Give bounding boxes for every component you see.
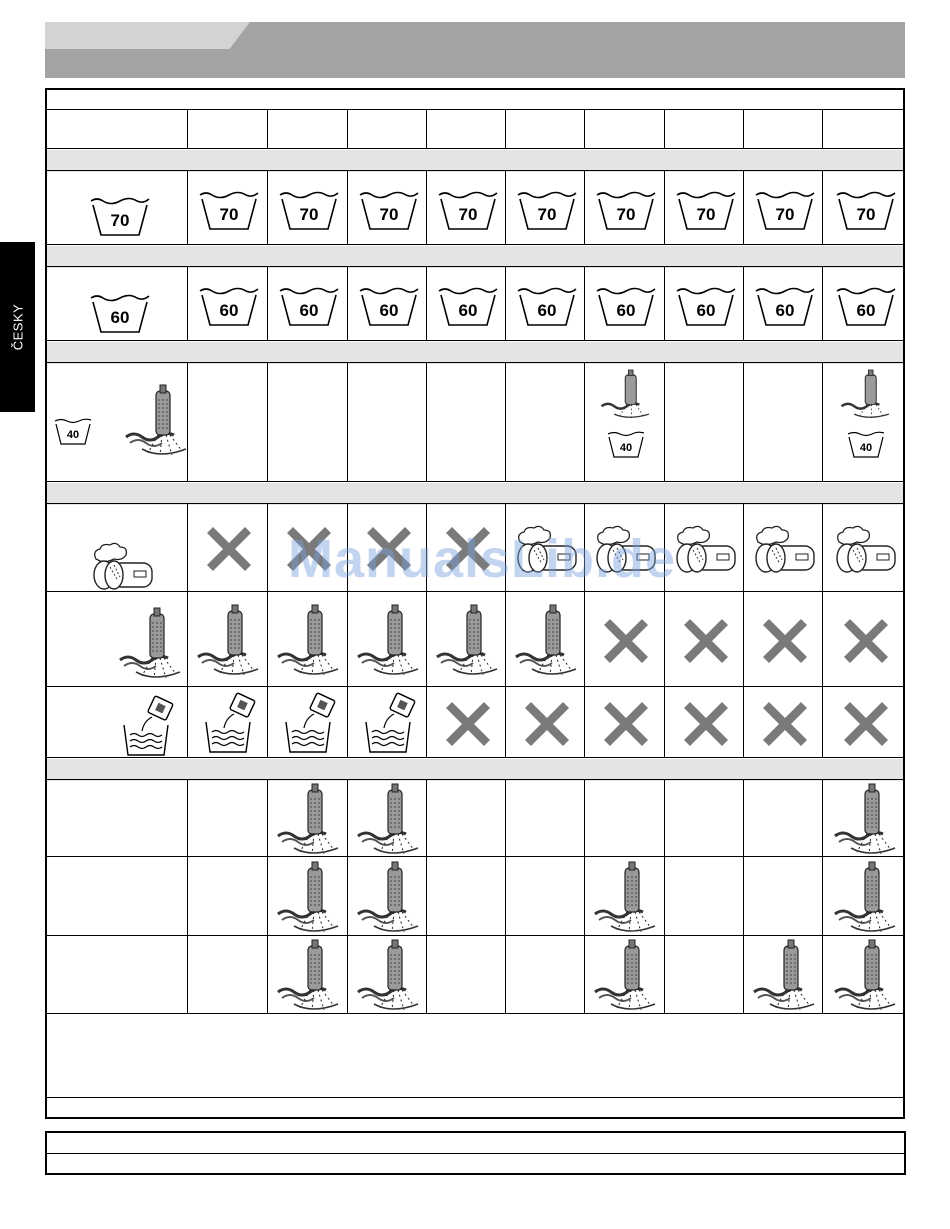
not-allowed-cross-icon bbox=[759, 698, 811, 750]
table-cell bbox=[824, 268, 907, 342]
iron-spray-icon bbox=[276, 938, 342, 1014]
table-cell bbox=[189, 505, 269, 593]
table-cell bbox=[189, 268, 269, 342]
svg-text:70: 70 bbox=[616, 205, 636, 224]
table-cell bbox=[269, 781, 349, 858]
not-allowed-cross-icon bbox=[680, 698, 732, 750]
iron-spray-icon bbox=[118, 606, 184, 682]
svg-text:60: 60 bbox=[299, 301, 319, 320]
table-cell bbox=[666, 172, 745, 246]
iron-spray-icon bbox=[196, 603, 262, 679]
iron-spray-icon bbox=[599, 370, 653, 422]
care-symbol-table bbox=[45, 88, 905, 1119]
table-cell bbox=[269, 937, 349, 1015]
iron-spray-icon bbox=[356, 603, 422, 679]
iron-spray-icon bbox=[752, 938, 818, 1014]
table-cell bbox=[349, 858, 428, 937]
not-allowed-cross-icon bbox=[840, 615, 892, 667]
svg-text:70: 70 bbox=[696, 205, 715, 224]
row-label-cell bbox=[122, 565, 123, 566]
row-label-cell bbox=[146, 726, 147, 727]
table-cell bbox=[269, 858, 349, 937]
table-cell bbox=[586, 268, 666, 342]
washtub-40-icon bbox=[53, 416, 93, 446]
iron-spray-icon bbox=[356, 860, 422, 936]
not-allowed-cross-icon bbox=[680, 615, 732, 667]
tumble-dryer-icon bbox=[673, 524, 739, 574]
svg-text:60: 60 bbox=[110, 307, 129, 327]
table-cell bbox=[586, 364, 666, 483]
washtub-70-icon bbox=[196, 187, 262, 231]
washtub-40-icon bbox=[846, 429, 886, 459]
iron-spray-icon bbox=[833, 782, 899, 858]
table-cell bbox=[745, 172, 824, 246]
not-allowed-cross-icon bbox=[600, 615, 652, 667]
table-cell bbox=[586, 688, 666, 759]
language-side-tab[interactable] bbox=[0, 242, 35, 412]
washtub-60-icon bbox=[196, 283, 262, 327]
tumble-dryer-icon bbox=[90, 541, 156, 591]
table-cell bbox=[189, 593, 269, 688]
iron-spray-icon bbox=[839, 370, 893, 422]
washtub-60-icon bbox=[752, 283, 818, 327]
table-cell bbox=[349, 937, 428, 1015]
tumble-dryer-icon bbox=[833, 524, 899, 574]
table-cell bbox=[824, 688, 907, 759]
row-label-cell bbox=[110, 210, 129, 230]
washtub-70-icon bbox=[833, 187, 899, 231]
table-cell bbox=[666, 268, 745, 342]
iron-spray-icon bbox=[593, 860, 659, 936]
svg-text:70: 70 bbox=[299, 205, 319, 224]
svg-text:60: 60 bbox=[696, 301, 715, 320]
svg-text:60: 60 bbox=[219, 301, 239, 320]
not-allowed-cross-icon bbox=[759, 615, 811, 667]
section-header-band bbox=[47, 342, 903, 364]
svg-text:60: 60 bbox=[537, 301, 556, 320]
iron-spray-icon bbox=[593, 938, 659, 1014]
table-cell bbox=[586, 172, 666, 246]
washtub-70-icon bbox=[752, 187, 818, 231]
washtub-60-icon bbox=[356, 283, 422, 327]
svg-text:70: 70 bbox=[110, 210, 129, 230]
svg-text:40: 40 bbox=[859, 442, 872, 454]
table-cell bbox=[824, 172, 907, 246]
bleach-pour-icon bbox=[200, 694, 258, 754]
washtub-60-icon bbox=[593, 283, 659, 327]
table-cell bbox=[189, 688, 269, 759]
svg-text:70: 70 bbox=[379, 205, 398, 224]
table-cell bbox=[507, 593, 586, 688]
table-cell bbox=[507, 268, 586, 342]
bleach-pour-icon bbox=[118, 697, 176, 757]
table-cell bbox=[428, 593, 507, 688]
iron-spray-icon bbox=[356, 782, 422, 858]
table-cell bbox=[824, 505, 907, 593]
table-cell bbox=[666, 593, 745, 688]
iron-spray-icon bbox=[833, 860, 899, 936]
table-cell bbox=[349, 593, 428, 688]
table-cell bbox=[824, 858, 907, 937]
row-label-cell bbox=[110, 307, 129, 327]
svg-text:70: 70 bbox=[458, 205, 477, 224]
svg-text:60: 60 bbox=[458, 301, 477, 320]
washtub-60-icon bbox=[833, 283, 899, 327]
section-header-band bbox=[47, 483, 903, 505]
not-allowed-cross-icon bbox=[840, 698, 892, 750]
iron-spray-icon bbox=[276, 782, 342, 858]
table-cell bbox=[666, 688, 745, 759]
table-cell bbox=[269, 593, 349, 688]
table-cell bbox=[269, 172, 349, 246]
table-cell bbox=[666, 505, 745, 593]
table-cell bbox=[507, 688, 586, 759]
washtub-70-icon bbox=[673, 187, 739, 231]
language-label: ČESKY bbox=[10, 303, 25, 351]
iron-spray-icon bbox=[276, 603, 342, 679]
not-allowed-cross-icon bbox=[442, 698, 494, 750]
iron-spray-icon bbox=[356, 938, 422, 1014]
washtub-40-icon bbox=[606, 429, 646, 459]
svg-text:70: 70 bbox=[537, 205, 556, 224]
iron-spray-icon bbox=[435, 603, 501, 679]
table-cell bbox=[507, 172, 586, 246]
svg-text:70: 70 bbox=[856, 205, 875, 224]
iron-spray-icon bbox=[276, 860, 342, 936]
row-label-cell bbox=[66, 428, 79, 441]
table-cell bbox=[745, 593, 824, 688]
svg-text:70: 70 bbox=[775, 205, 794, 224]
washtub-70-icon bbox=[356, 187, 422, 231]
table-cell bbox=[349, 688, 428, 759]
table-cell bbox=[745, 505, 824, 593]
svg-text:40: 40 bbox=[66, 428, 79, 441]
table-cell bbox=[269, 688, 349, 759]
header-tab bbox=[45, 22, 250, 49]
table-cell bbox=[824, 593, 907, 688]
svg-text:60: 60 bbox=[856, 301, 875, 320]
row-label-cell bbox=[150, 643, 151, 644]
footer-box bbox=[45, 1131, 906, 1175]
table-cell bbox=[745, 688, 824, 759]
bleach-pour-icon bbox=[280, 694, 338, 754]
washtub-70-icon bbox=[514, 187, 580, 231]
watermark: ManualsLib.de bbox=[288, 529, 677, 589]
table-cell bbox=[824, 937, 907, 1015]
washtub-60-icon bbox=[87, 290, 153, 334]
svg-text:60: 60 bbox=[775, 301, 794, 320]
table-cell bbox=[269, 268, 349, 342]
washtub-70-icon bbox=[593, 187, 659, 231]
section-header-band bbox=[47, 759, 903, 781]
iron-spray-icon bbox=[514, 603, 580, 679]
svg-text:40: 40 bbox=[619, 442, 633, 454]
table-cell bbox=[428, 688, 507, 759]
svg-text:70: 70 bbox=[219, 205, 239, 224]
table-cell bbox=[349, 268, 428, 342]
table-cell bbox=[189, 172, 269, 246]
table-cell bbox=[586, 858, 666, 937]
table-cell bbox=[428, 268, 507, 342]
table-cell bbox=[745, 937, 824, 1015]
table-cell bbox=[824, 364, 907, 483]
not-allowed-cross-icon bbox=[521, 698, 573, 750]
table-cell bbox=[428, 172, 507, 246]
table-cell bbox=[824, 781, 907, 858]
washtub-60-icon bbox=[276, 283, 342, 327]
svg-text:60: 60 bbox=[379, 301, 398, 320]
bleach-pour-icon bbox=[360, 694, 418, 754]
section-header-band bbox=[47, 246, 903, 268]
not-allowed-cross-icon bbox=[600, 698, 652, 750]
washtub-70-icon bbox=[435, 187, 501, 231]
svg-text:60: 60 bbox=[616, 301, 636, 320]
table-cell bbox=[349, 172, 428, 246]
washtub-70-icon bbox=[276, 187, 342, 231]
tumble-dryer-icon bbox=[752, 524, 818, 574]
washtub-60-icon bbox=[514, 283, 580, 327]
table-cell bbox=[586, 593, 666, 688]
table-cell bbox=[349, 781, 428, 858]
table-cell bbox=[745, 268, 824, 342]
washtub-70-icon bbox=[87, 193, 153, 237]
iron-spray-icon bbox=[124, 383, 190, 459]
iron-spray-icon bbox=[833, 938, 899, 1014]
not-allowed-cross-icon bbox=[203, 523, 255, 575]
washtub-60-icon bbox=[673, 283, 739, 327]
washtub-60-icon bbox=[435, 283, 501, 327]
table-cell bbox=[586, 937, 666, 1015]
section-header-band bbox=[47, 150, 903, 172]
row-label-cell bbox=[156, 420, 157, 421]
